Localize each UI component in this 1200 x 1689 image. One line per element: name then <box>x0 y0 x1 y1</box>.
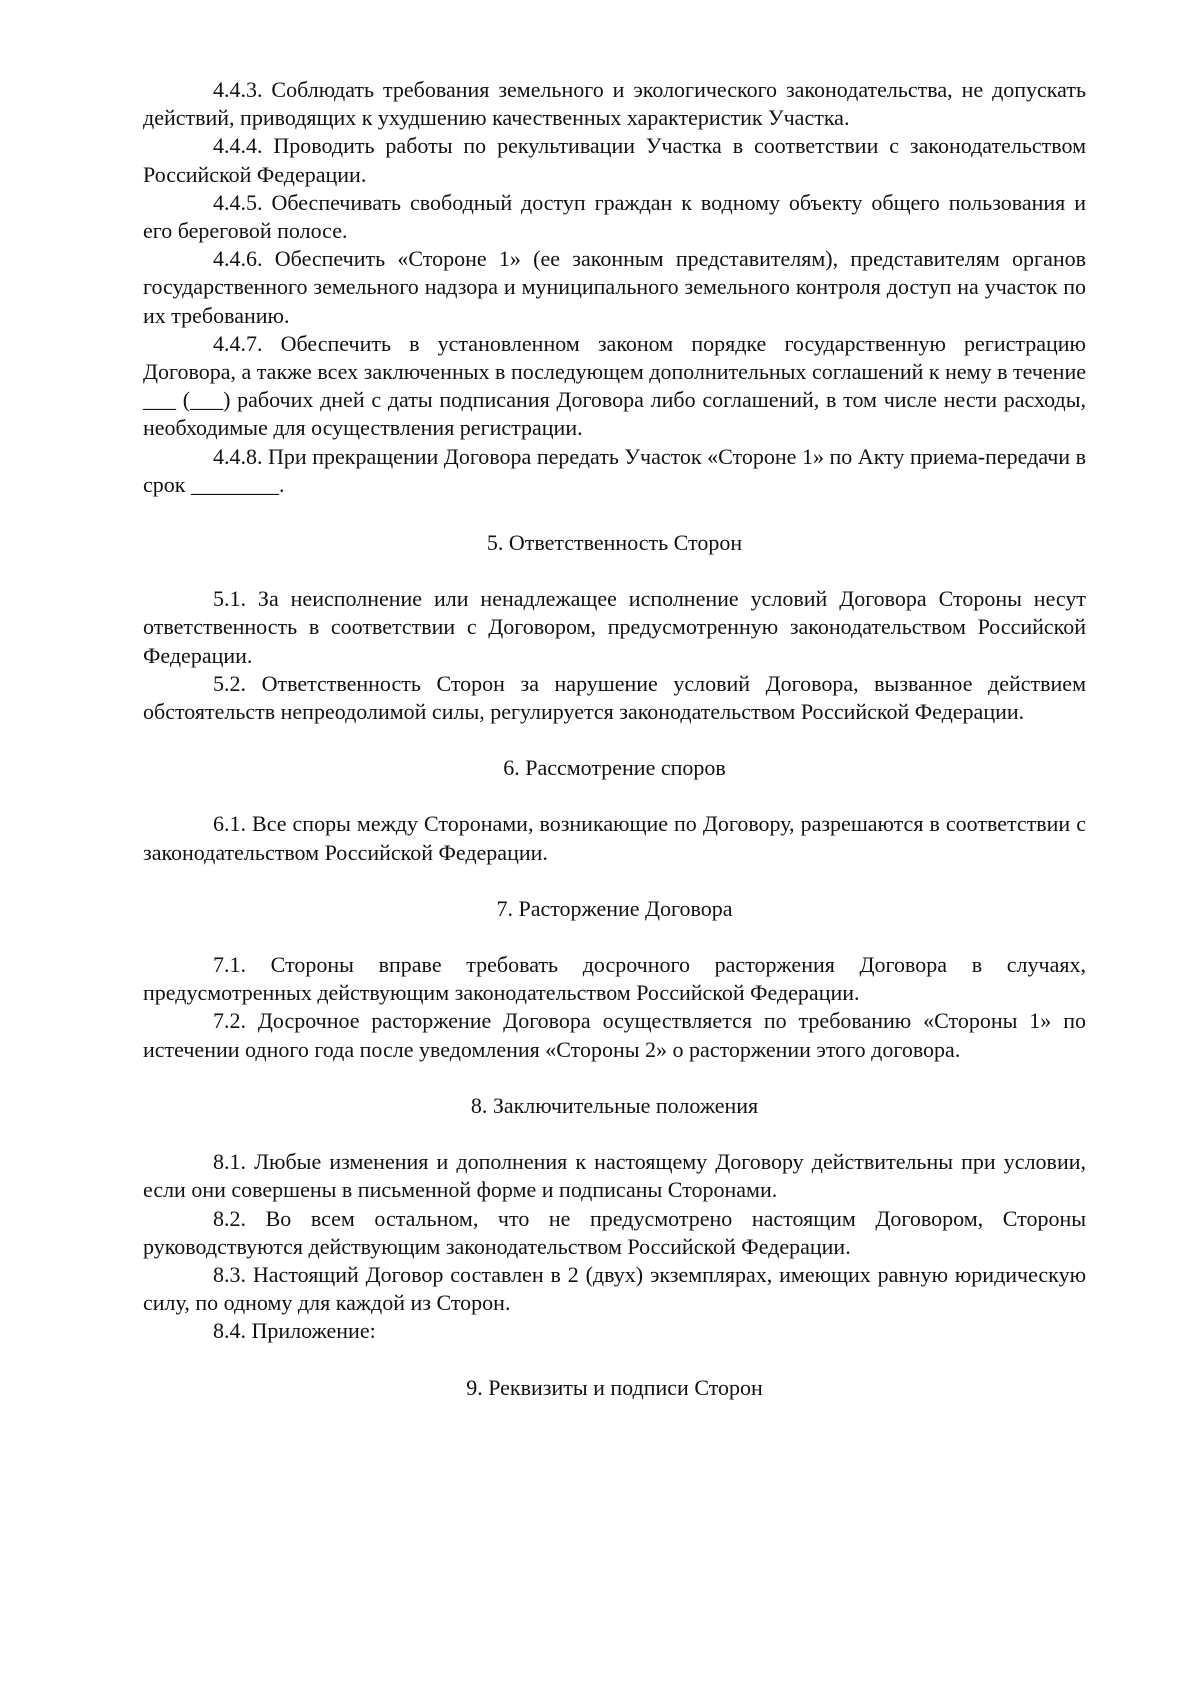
section-9-heading: 9. Реквизиты и подписи Сторон <box>466 1374 763 1400</box>
section-5-heading: 5. Ответственность Сторон <box>486 530 743 556</box>
clause-4-4-7: 4.4.7. Обеспечить в установленном законом порядке государственную регистрацию Договора, а также всех заключенных в последующем дополнительных соглашений к нему в течение ___ (___) рабочих дней с даты подписания Договора либо соглашений, в том числе нести расходы, необходимые для осуществления регистрации. <box>143 330 1086 441</box>
clause-6-1: 6.1. Все споры между Сторонами, возникающие по Договору, разрешаются в соответствии с законодательством Российской Федерации. <box>143 811 1086 865</box>
clause-5-1: 5.1. За неисполнение или ненадлежащее исполнение условий Договора Стороны несут ответственность в соответствии с Договором, предусмотренную законодательством Российской Федерации. <box>143 586 1086 668</box>
clause-4-4-4: 4.4.4. Проводить работы по рекультивации Участка в соответствии с законодательством Российской Федерации. <box>143 133 1086 187</box>
clause-7-2: 7.2. Досрочное расторжение Договора осуществляется по требованию «Стороны 1» по истечении одного года после уведомления «Стороны 2» о расторжении этого договора. <box>143 1008 1086 1062</box>
clause-8-1: 8.1. Любые изменения и дополнения к настоящему Договору действительны при условии, если они совершены в письменной форме и подписаны Сторонами. <box>143 1149 1086 1203</box>
clause-4-4-6: 4.4.6. Обеспечить «Стороне 1» (ее законным представителям), представителям органов государственного земельного надзора и муниципального земельного контроля доступ на участок по их требованию. <box>143 246 1086 328</box>
clause-8-3: 8.3. Настоящий Договор составлен в 2 (двух) экземплярах, имеющих равную юридическую силу, по одному для каждой из Сторон. <box>143 1261 1086 1316</box>
clause-7-1: 7.1. Стороны вправе требовать досрочного расторжения Договора в случаях, предусмотренных действующим законодательством Российской Федерации. <box>143 952 1086 1006</box>
clause-8-4: 8.4. Приложение: <box>213 1318 376 1344</box>
section-8-heading: 8. Заключительные положения <box>470 1092 759 1118</box>
clause-4-4-5: 4.4.5. Обеспечивать свободный доступ граждан к водному объекту общего пользования и его береговой полосе. <box>143 189 1086 244</box>
document-page <box>143 76 1086 1402</box>
section-7-heading: 7. Расторжение Договора <box>496 895 733 921</box>
clause-5-2: 5.2. Ответственность Сторон за нарушение условий Договора, вызванное действием обстоятельств непреодолимой силы, регулируется законодательством Российской Федерации. <box>143 670 1086 725</box>
clause-8-2: 8.2. Во всем остальном, что не предусмотрено настоящим Договором, Стороны руководствуются действующим законодательством Российской Федерации. <box>143 1205 1086 1259</box>
section-6-heading: 6. Рассмотрение споров <box>503 755 726 781</box>
clause-4-4-8: 4.4.8. При прекращении Договора передать Участок «Стороне 1» по Акту приема-передачи в срок ________. <box>143 443 1086 497</box>
clause-4-4-3: 4.4.3. Соблюдать требования земельного и экологического законодательства, не допускать действий, приводящих к ухудшению качественных характеристик Участка. <box>143 77 1086 131</box>
